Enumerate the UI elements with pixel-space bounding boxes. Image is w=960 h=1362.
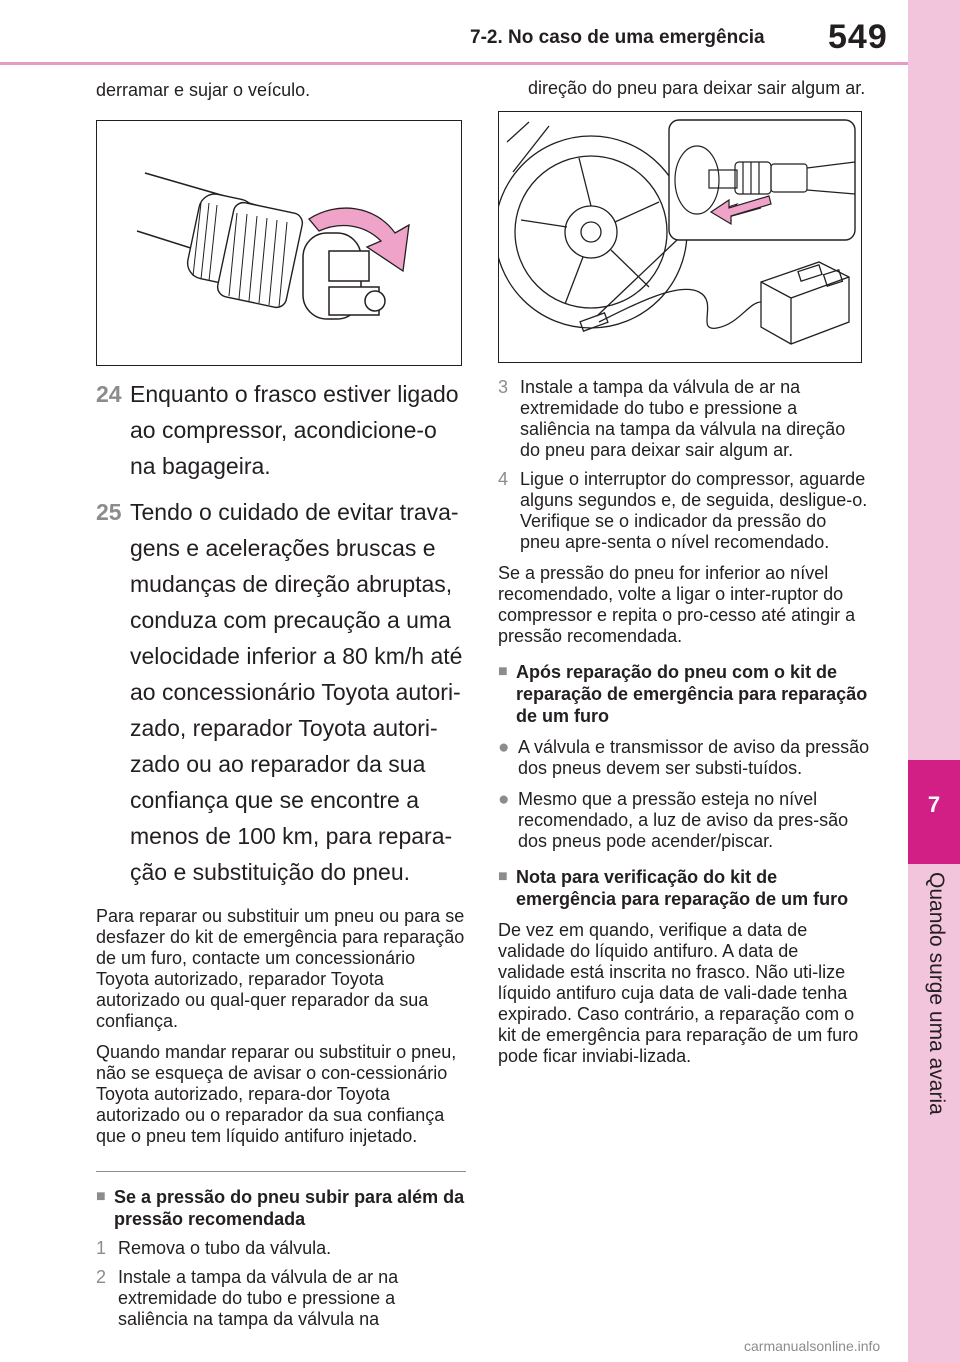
inform-dealer-note: Quando mandar reparar ou substituir o pneu, não se esqueça de avisar o con-cessionário Toyota autorizado, repara-dor Toyota autorizado ou o reparador da sua confiança que o pneu tem líquido antifuro injetado. xyxy=(96,1042,457,1146)
tire-valve-illustration xyxy=(498,111,862,363)
bullet-item xyxy=(498,789,870,852)
left-column xyxy=(96,78,466,1330)
section-divider xyxy=(96,1171,466,1172)
step-3 xyxy=(498,377,870,461)
side-bar xyxy=(908,0,960,1362)
step-text: Ligue o interruptor do compressor, aguarde alguns segundos e, de seguida, desligue-o. Verifique se o indicador da pressão do pneu apre-senta o nível recomendado. xyxy=(520,469,868,552)
step-number: 3 xyxy=(498,377,509,397)
bullet-item xyxy=(498,737,870,779)
tire-valve-drawing xyxy=(499,112,860,361)
repair-note: Para reparar ou substituir um pneu ou para se desfazer do kit de emergência para reparação de um furo, contacte um concessionário Toyota autorizado, reparador Toyota autorizado ou qual-quer reparador da sua confiança. xyxy=(96,906,465,1031)
right-column xyxy=(498,78,870,1067)
step-number: 1 xyxy=(96,1238,107,1258)
step-number: 4 xyxy=(498,469,509,489)
step-25 xyxy=(96,494,466,890)
section-title: Nota para verificação do kit de emergência para reparação de um furo xyxy=(516,867,849,909)
running-header-title: 7-2. No caso de uma emergência xyxy=(470,27,765,48)
section-marker: ■ xyxy=(498,663,508,680)
bullet-marker: ● xyxy=(498,789,510,810)
section-marker: ■ xyxy=(96,1188,106,1205)
step-2 xyxy=(96,1267,466,1330)
hose-cap-illustration xyxy=(96,120,462,366)
step-number: 24 xyxy=(96,381,122,407)
section-heading-pressure-high xyxy=(96,1186,466,1230)
chapter-title: Quando surge uma avaria xyxy=(925,872,948,1115)
low-pressure-note: Se a pressão do pneu for inferior ao nível recomendado, volte a ligar o inter-ruptor do compressor e repita o pro-cesso até atingir a pressão recomendada. xyxy=(498,563,856,646)
section-title: Após reparação do pneu com o kit de reparação de emergência para reparação de um furo xyxy=(516,662,868,726)
step-text: Enquanto o frasco estiver ligado ao compressor, acondicione-o na bagageira. xyxy=(130,381,459,479)
step-number: 2 xyxy=(96,1267,107,1287)
continuation-text: direção do pneu para deixar sair algum ar. xyxy=(528,78,866,98)
section-heading-after-repair xyxy=(498,661,870,727)
section-marker: ■ xyxy=(498,868,508,885)
bullet-marker: ● xyxy=(498,737,510,758)
hose-cap-drawing xyxy=(97,121,460,364)
step-4 xyxy=(498,469,870,553)
step-24 xyxy=(96,376,466,484)
step-text: Remova o tubo da válvula. xyxy=(118,1238,332,1258)
section-heading-kit-check xyxy=(498,866,870,910)
bullet-text: A válvula e transmissor de aviso da pressão dos pneus devem ser substi-tuídos. xyxy=(518,737,870,778)
bullet-text: Mesmo que a pressão esteja no nível recomendado, a luz de aviso da pres-são dos pneus pode acender/piscar. xyxy=(518,789,849,851)
watermark: carmanualsonline.info xyxy=(744,1338,881,1354)
kit-check-note: De vez em quando, verifique a data de validade do líquido antifuro. A data de validade está inscrita no frasco. Não uti-lize líquido antifuro cuja data de vali-dade tenha expirado. Caso contrário, a reparação com o kit de emergência para reparação de um furo pode ficar inviabi-lizada. xyxy=(498,920,859,1066)
section-title: Se a pressão do pneu subir para além da pressão recomendada xyxy=(114,1187,465,1229)
chapter-number: 7 xyxy=(927,792,941,817)
step-text: Instale a tampa da válvula de ar na extremidade do tubo e pressione a saliência na tampa da válvula na direção do pneu para deixar sair algum ar. xyxy=(520,377,846,460)
header-rule xyxy=(0,62,908,65)
step-text: Tendo o cuidado de evitar trava-gens e acelerações bruscas e mudanças de direção abruptas, conduza com precaução a uma velocidade inferior a 80 km/h até ao concessionário Toyota autori-zado, reparador Toyota autori-zado ou ao reparador da sua confiança que se encontre a menos de 100 km, para repara-ção e substituição do pneu. xyxy=(130,499,463,885)
step-text: Instale a tampa da válvula de ar na extremidade do tubo e pressione a saliência na tampa da válvula na xyxy=(118,1267,399,1329)
step-1 xyxy=(96,1238,466,1259)
page-number: 549 xyxy=(828,18,888,56)
intro-text: derramar e sujar o veículo. xyxy=(96,80,311,100)
step-number: 25 xyxy=(96,499,122,525)
